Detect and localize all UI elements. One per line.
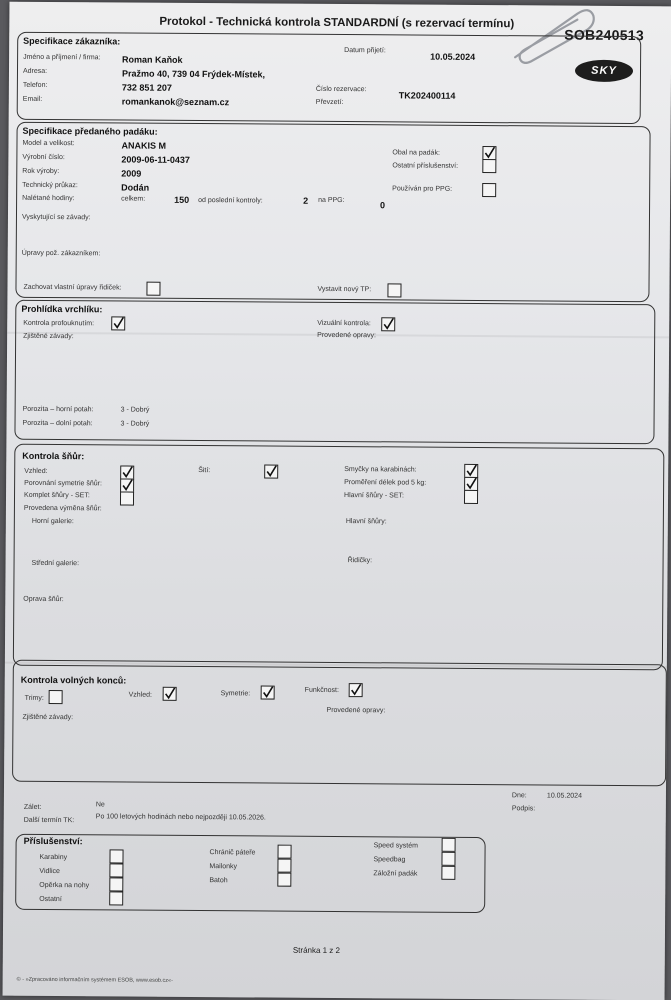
acc-footrest-label: Opěrka na nohy [39, 881, 90, 890]
porosity-check-checkbox[interactable] [111, 316, 125, 330]
ppg-hours-value: 0 [380, 200, 386, 211]
serial-value: 2009-06-11-0437 [121, 154, 190, 165]
glider-section-title: Specifikace předaného padáku: [22, 125, 158, 137]
visual-check-checkbox[interactable] [381, 317, 395, 331]
acc-carabiners-checkbox[interactable] [109, 849, 123, 863]
lines-set-label: Komplet šňůry - SET: [24, 491, 90, 500]
techcard-label: Technický průkaz: [22, 181, 78, 190]
acc-back-protector-checkbox[interactable] [278, 845, 292, 859]
customer-repairs-label: Úpravy pož. zákazníkem: [21, 249, 101, 258]
model-label: Model a velikost: [22, 139, 75, 148]
seams-label: Šití: [198, 467, 211, 475]
main-lines-label: Hlavní šňůry: [345, 518, 387, 526]
accessories-section-title: Příslušenství: [23, 835, 83, 847]
takeover-label: Převzetí: [315, 98, 344, 107]
mid-gallery-label: Střední galerie: [31, 559, 80, 568]
acc-carabiners-label: Karabiny [39, 853, 68, 862]
porosity-check-label: Kontrola profouknutím: [23, 319, 95, 328]
document-number: SOB240513 [564, 26, 645, 44]
new-tp-checkbox[interactable] [387, 283, 401, 297]
signature-label: Podpis: [511, 805, 536, 813]
new-tp-label: Vystavit nový TP: [317, 285, 372, 294]
bag-checkbox[interactable] [482, 146, 496, 160]
next-check-label: Další termín TK: [23, 816, 75, 825]
acc-other-label: Ostatní [39, 895, 62, 904]
email-label: Email: [22, 95, 43, 103]
acc-backpack-checkbox[interactable] [277, 873, 291, 887]
risers-look-checkbox[interactable] [163, 687, 177, 701]
phone-label: Telefon: [22, 81, 48, 89]
flight-label: Zálet: [23, 803, 42, 811]
risers-section-title: Kontrola volných konců: [20, 674, 127, 686]
risers-symmetry-label: Symetrie: [220, 690, 251, 698]
next-check-value: Po 100 letových hodinách nebo nejpozději 10.05.2026. [95, 813, 266, 822]
protocol-sheet [3, 2, 671, 1000]
keep-mods-checkbox[interactable] [146, 282, 160, 296]
phone-value: 732 851 207 [121, 82, 172, 93]
acc-forks-checkbox[interactable] [109, 863, 123, 877]
since-check-value: 2 [303, 195, 309, 206]
techcard-value: Dodán [121, 182, 150, 193]
brakes-label: Řidičky: [347, 557, 373, 565]
hours-label: Nalétané hodiny: [22, 194, 75, 203]
acc-speedbag-checkbox[interactable] [441, 852, 455, 866]
lines-section-title: Kontrola šňůr: [22, 450, 85, 462]
function-label: Funkčnost: [304, 686, 339, 695]
porosity-top-value: 3 - Dobrý [120, 406, 150, 414]
measure-label: Proměření délek pod 5 kg: [344, 479, 427, 487]
acc-forks-label: Vidlice [39, 867, 60, 876]
loops-label: Smyčky na karabinách: [344, 466, 417, 474]
trims-checkbox[interactable] [49, 690, 63, 704]
total-hours-label: celkem: [121, 195, 146, 203]
acc-speed-system-checkbox[interactable] [442, 838, 456, 852]
reservation-value: TK202400114 [398, 90, 456, 101]
acc-footrest-checkbox[interactable] [109, 877, 123, 891]
acc-maillons-checkbox[interactable] [277, 859, 291, 873]
main-set-checkbox[interactable] [464, 490, 478, 504]
top-gallery-label: Horní galerie: [31, 517, 74, 526]
glider-section [15, 122, 650, 302]
acc-speedbag-label: Speedbag [373, 856, 406, 864]
visual-check-label: Vizuální kontrola: [317, 319, 371, 328]
canopy-repairs-label: Provedené opravy: [317, 331, 376, 340]
risers-look-label: Vzhled: [128, 691, 153, 699]
used-ppg-label: Používán pro PPG: [392, 185, 453, 193]
defects-label: Vyskytující se závady: [21, 213, 91, 222]
lines-replacement-label: Provedena výměna šňůr: [23, 504, 102, 513]
porosity-bottom-label: Porozita – dolní potah: [22, 419, 93, 428]
serial-label: Výrobní číslo: [22, 153, 65, 162]
trims-label: Trimy: [24, 694, 44, 702]
risers-symmetry-checkbox[interactable] [261, 685, 275, 699]
address-label: Adresa: [22, 67, 48, 75]
acc-reserve-checkbox[interactable] [441, 866, 455, 880]
email-value: romankanok@seznam.cz [121, 96, 230, 108]
acc-maillons-label: Mailonky [209, 863, 238, 871]
porosity-bottom-value: 3 - Dobrý [120, 420, 150, 428]
measure-checkbox[interactable] [464, 477, 478, 491]
date-value: 10.05.2024 [546, 792, 583, 800]
page-number: Stránka 1 z 2 [292, 945, 341, 956]
total-hours-value: 150 [174, 194, 190, 205]
porosity-top-label: Porozita – horní potah: [22, 405, 94, 414]
lines-look-checkbox[interactable] [120, 465, 134, 479]
bag-label: Obal na padák: [392, 149, 440, 157]
sky-logo: SKY [575, 60, 633, 82]
lines-symmetry-checkbox[interactable] [120, 478, 134, 492]
accessories-label: Ostatní příslušenství: [392, 162, 459, 170]
lines-section [13, 444, 665, 671]
lines-set-checkbox[interactable] [120, 491, 134, 505]
page-title: Protokol - Technická kontrola STANDARDNÍ (s rezervací termínu) [159, 15, 515, 31]
generated-by: © - »Zpracováno informačním systémem ESOB, www.esob.cz«- [16, 976, 173, 984]
canopy-defects-label: Zjištěné závady: [23, 332, 74, 341]
acc-back-protector-label: Chránič páteře [209, 849, 256, 857]
acc-reserve-label: Záložní padák [373, 870, 418, 878]
used-ppg-checkbox[interactable] [482, 183, 496, 197]
lines-repair-label: Oprava šňůr: [23, 595, 64, 604]
lines-look-label: Vzhled: [24, 467, 48, 475]
canopy-section-title: Prohlídka vrchlíku: [21, 303, 103, 315]
name-value: Roman Kaňok [122, 54, 183, 65]
loops-checkbox[interactable] [464, 464, 478, 478]
address-value: Pražmo 40, 739 04 Frýdek-Místek, [121, 68, 266, 80]
flight-value: Ne [95, 801, 105, 809]
risers-defects-label: Zjištěné závady: [22, 713, 74, 722]
received-value: 10.05.2024 [430, 51, 476, 62]
reservation-label: Číslo rezervace: [315, 85, 367, 94]
since-check-label: od poslední kontroly: [198, 197, 263, 205]
customer-section-title: Specifikace zákazníka: [23, 35, 121, 47]
function-checkbox[interactable] [349, 683, 363, 697]
main-set-label: Hlavní šňůry - SET: [344, 492, 404, 500]
keep-mods-label: Zachovat vlastní úpravy řidiček: [23, 283, 122, 292]
lines-symmetry-label: Porovnání symetrie šňůr: [24, 479, 102, 488]
received-label: Datum přijetí: [344, 47, 386, 55]
acc-backpack-label: Batoh [209, 877, 228, 885]
acc-other-checkbox[interactable] [109, 891, 123, 905]
year-label: Rok výroby: [22, 167, 60, 176]
risers-repairs-label: Provedené opravy: [326, 706, 386, 715]
acc-speed-system-label: Speed systém [373, 842, 418, 850]
accessories-checkbox[interactable] [482, 159, 496, 173]
model-value: ANAKIS M [121, 140, 167, 151]
date-label: Dne: [511, 792, 527, 800]
year-value: 2009 [121, 168, 142, 179]
seams-checkbox[interactable] [264, 464, 278, 478]
name-label: Jméno a příjmení / firma: [23, 53, 101, 62]
ppg-hours-label: na PPG: [318, 196, 345, 205]
